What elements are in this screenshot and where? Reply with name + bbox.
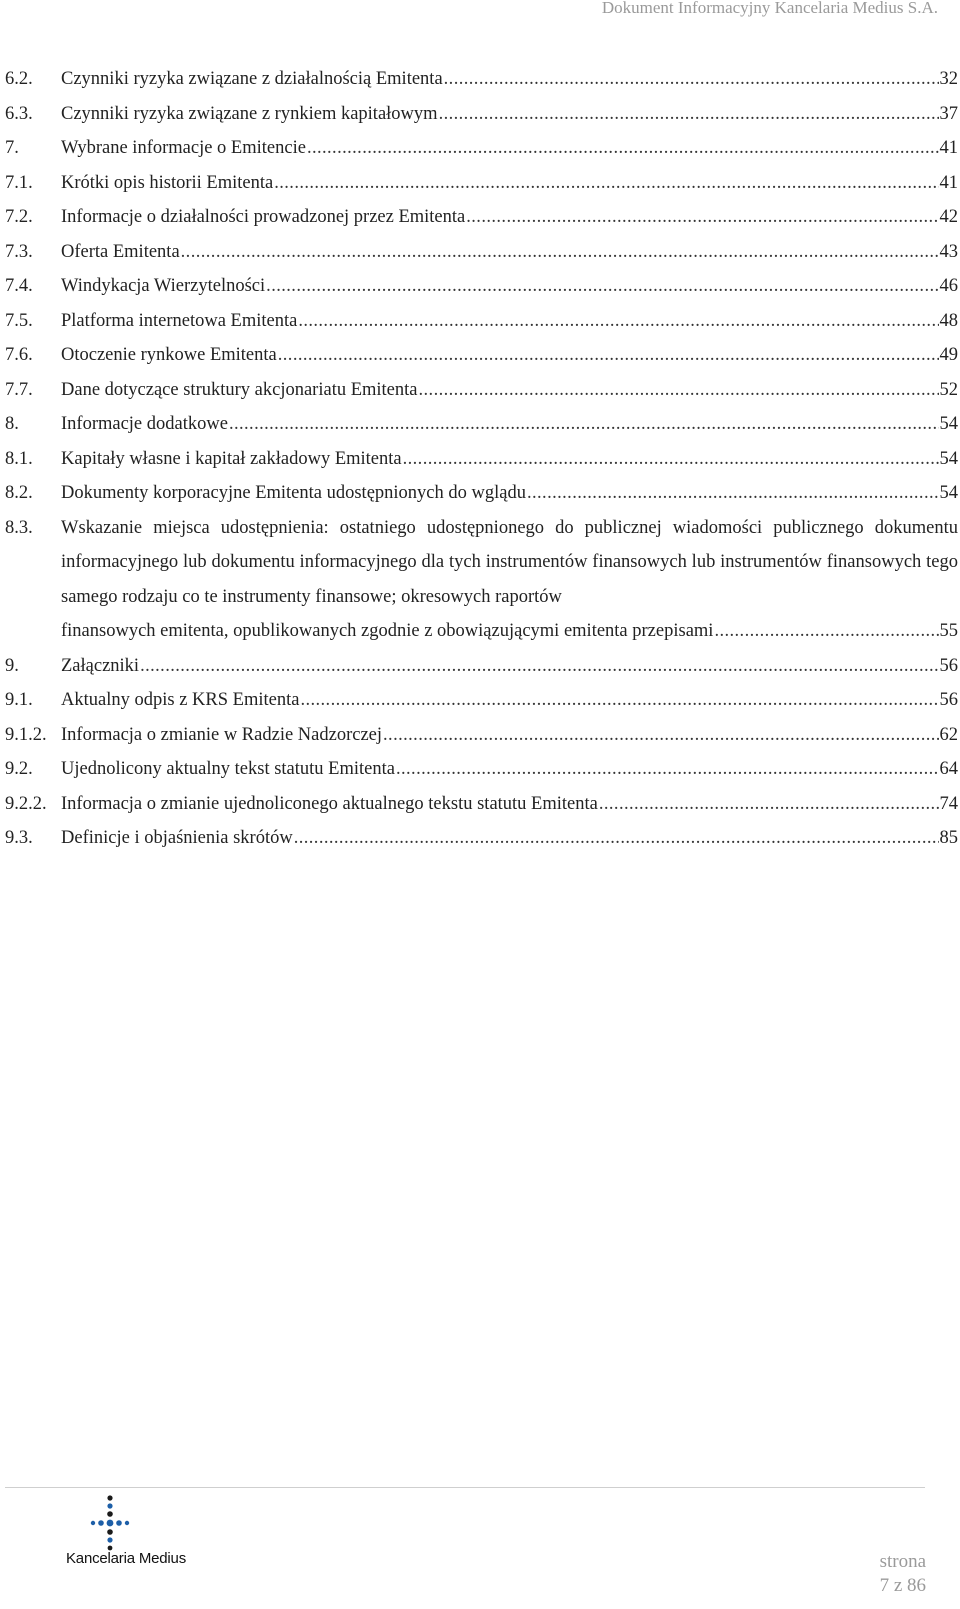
toc-entry-title: Platforma internetowa Emitenta bbox=[61, 310, 298, 331]
toc-entry-number: 7.4. bbox=[5, 276, 33, 296]
toc-entry-number: 9.3. bbox=[5, 828, 33, 848]
toc-entry-number: 7.5. bbox=[5, 310, 33, 331]
toc-entry-page: 54 bbox=[939, 414, 958, 434]
logo-mark-icon bbox=[56, 1494, 196, 1554]
toc-entry-title: Informacje o działalności prowadzonej przez Emitenta bbox=[61, 207, 466, 227]
toc-entry[interactable] bbox=[5, 338, 958, 373]
toc-entry-title: finansowych emitenta, opublikowanych zgodnie z obowiązującymi emitenta przepisami bbox=[61, 621, 714, 641]
dot-leader bbox=[229, 407, 939, 442]
toc-entry[interactable] bbox=[5, 683, 958, 718]
toc-entry-page: 43 bbox=[939, 241, 958, 262]
dot-leader bbox=[439, 97, 939, 132]
toc-entry-title: Wybrane informacje o Emitencie bbox=[61, 138, 306, 158]
toc-entry-number: 8.1. bbox=[5, 448, 33, 469]
kancelaria-medius-logo bbox=[56, 1494, 196, 1590]
dot-leader bbox=[266, 269, 938, 304]
dot-leader bbox=[599, 787, 939, 822]
toc-entry[interactable] bbox=[5, 97, 958, 132]
dot-leader bbox=[396, 752, 939, 787]
toc-entry[interactable] bbox=[5, 752, 958, 787]
toc-entry-title: Czynniki ryzyka związane z rynkiem kapitałowym bbox=[61, 103, 438, 124]
toc-entry-title-lead: Wskazanie miejsca udostępnienia: ostatniego udostępnionego do publicznej wiadomości publicznego dokumentu informacyjnego lub dokumentu informacyjnego dla tych instrumentów finansowych lub instrumentów finansowych tego samego rodzaju co te instrumenty finansowe; okresowych raportów bbox=[61, 517, 958, 607]
toc-entry-number: 9.1. bbox=[5, 690, 33, 710]
toc-entry-number: 6.2. bbox=[5, 69, 33, 89]
toc-entry-number: 7.1. bbox=[5, 172, 33, 193]
toc-entry-number: 7.2. bbox=[5, 207, 33, 227]
dot-leader bbox=[444, 62, 939, 97]
toc-entry[interactable] bbox=[5, 235, 958, 270]
toc-entry-page: 32 bbox=[939, 69, 958, 89]
table-of-contents bbox=[5, 62, 958, 856]
dot-leader bbox=[466, 200, 938, 235]
toc-entry[interactable] bbox=[5, 821, 958, 856]
toc-entry-page: 46 bbox=[939, 276, 958, 296]
toc-entry-title: Aktualny odpis z KRS Emitenta bbox=[61, 690, 300, 710]
dot-leader bbox=[294, 821, 939, 856]
toc-entry-page: 42 bbox=[939, 207, 958, 227]
toc-entry-number: 7.7. bbox=[5, 379, 33, 400]
footer-divider bbox=[5, 1487, 925, 1488]
dot-leader bbox=[140, 649, 938, 684]
toc-entry-page: 41 bbox=[939, 172, 958, 193]
toc-entry[interactable] bbox=[5, 407, 958, 442]
dot-leader bbox=[278, 338, 939, 373]
toc-entry[interactable] bbox=[5, 718, 958, 753]
toc-entry-page: 37 bbox=[939, 103, 958, 124]
toc-entry[interactable] bbox=[5, 476, 958, 511]
dot-leader bbox=[298, 304, 938, 339]
toc-entry-number: 7.3. bbox=[5, 241, 33, 262]
toc-entry[interactable] bbox=[5, 269, 958, 304]
toc-entry-number: 6.3. bbox=[5, 103, 33, 124]
toc-entry-title: Windykacja Wierzytelności bbox=[61, 276, 266, 296]
dot-leader bbox=[307, 131, 939, 166]
dot-leader bbox=[527, 476, 939, 511]
toc-entry-title: Załączniki bbox=[61, 655, 140, 676]
toc-entry-page: 54 bbox=[939, 483, 958, 503]
toc-entry-number: 7.6. bbox=[5, 345, 33, 365]
toc-entry-title: Kapitały własne i kapitał zakładowy Emitenta bbox=[61, 448, 402, 469]
toc-entry[interactable] bbox=[5, 787, 958, 822]
dot-leader bbox=[419, 373, 939, 408]
toc-entry[interactable] bbox=[5, 373, 958, 408]
toc-entry-title: Oferta Emitenta bbox=[61, 241, 180, 262]
toc-entry-title: Dokumenty korporacyjne Emitenta udostępnionych do wglądu bbox=[61, 483, 526, 503]
toc-entry[interactable] bbox=[5, 62, 958, 97]
page-number-block bbox=[880, 1550, 926, 1598]
toc-entry-title: Definicje i objaśnienia skrótów bbox=[61, 828, 293, 848]
toc-entry-number: 8. bbox=[5, 414, 19, 434]
toc-entry-title: Informacja o zmianie ujednoliconego aktualnego tekstu statutu Emitenta bbox=[61, 793, 598, 814]
toc-entry-page: 85 bbox=[939, 828, 958, 848]
toc-entry-title: Ujednolicony aktualny tekst statutu Emitenta bbox=[61, 759, 395, 779]
dot-leader bbox=[274, 166, 938, 201]
toc-entry-number: 8.2. bbox=[5, 483, 33, 503]
running-header: Dokument Informacyjny Kancelaria Medius S.A. bbox=[601, 0, 938, 17]
toc-entry-page: 49 bbox=[939, 345, 958, 365]
toc-entry-title: Czynniki ryzyka związane z działalnością Emitenta bbox=[61, 69, 443, 89]
toc-entry[interactable] bbox=[5, 131, 958, 166]
toc-entry[interactable] bbox=[5, 649, 958, 684]
toc-entry-page: 74 bbox=[939, 793, 958, 814]
toc-entry-number: 7. bbox=[5, 138, 19, 158]
toc-entry-title: Otoczenie rynkowe Emitenta bbox=[61, 345, 277, 365]
toc-entry-title: Informacja o zmianie w Radzie Nadzorczej bbox=[61, 724, 383, 745]
dot-leader bbox=[403, 442, 939, 477]
toc-entry-page: 64 bbox=[939, 759, 958, 779]
toc-entry[interactable] bbox=[5, 200, 958, 235]
toc-entry-page: 56 bbox=[939, 690, 958, 710]
dot-leader bbox=[300, 683, 938, 718]
toc-entry[interactable] bbox=[5, 511, 958, 649]
toc-entry-title: Dane dotyczące struktury akcjonariatu Emitenta bbox=[61, 379, 418, 400]
dot-leader bbox=[181, 235, 939, 270]
toc-entry-page: 56 bbox=[939, 655, 958, 676]
dot-leader bbox=[383, 718, 938, 753]
toc-entry-number: 8.3. bbox=[5, 517, 33, 538]
toc-entry-number: 9.2. bbox=[5, 759, 33, 779]
toc-entry-page: 41 bbox=[939, 138, 958, 158]
toc-entry-page: 62 bbox=[939, 724, 958, 745]
dot-leader bbox=[714, 614, 938, 649]
toc-entry-title: Informacje dodatkowe bbox=[61, 414, 228, 434]
toc-entry-page: 54 bbox=[939, 448, 958, 469]
toc-entry-page: 48 bbox=[939, 310, 958, 331]
logo-text: Kancelaria Medius bbox=[66, 1550, 186, 1567]
toc-entry-number: 9.1.2. bbox=[5, 724, 47, 745]
toc-entry-title: Krótki opis historii Emitenta bbox=[61, 172, 274, 193]
toc-entry[interactable] bbox=[5, 166, 958, 201]
toc-entry-page: 52 bbox=[939, 379, 958, 400]
toc-entry[interactable] bbox=[5, 442, 958, 477]
toc-entry-page: 55 bbox=[939, 621, 958, 641]
toc-entry-number: 9.2.2. bbox=[5, 793, 47, 814]
page-number: 7 z 86 bbox=[879, 1575, 926, 1596]
toc-entry[interactable] bbox=[5, 304, 958, 339]
toc-entry-number: 9. bbox=[5, 655, 19, 676]
page-label: strona bbox=[879, 1551, 926, 1572]
